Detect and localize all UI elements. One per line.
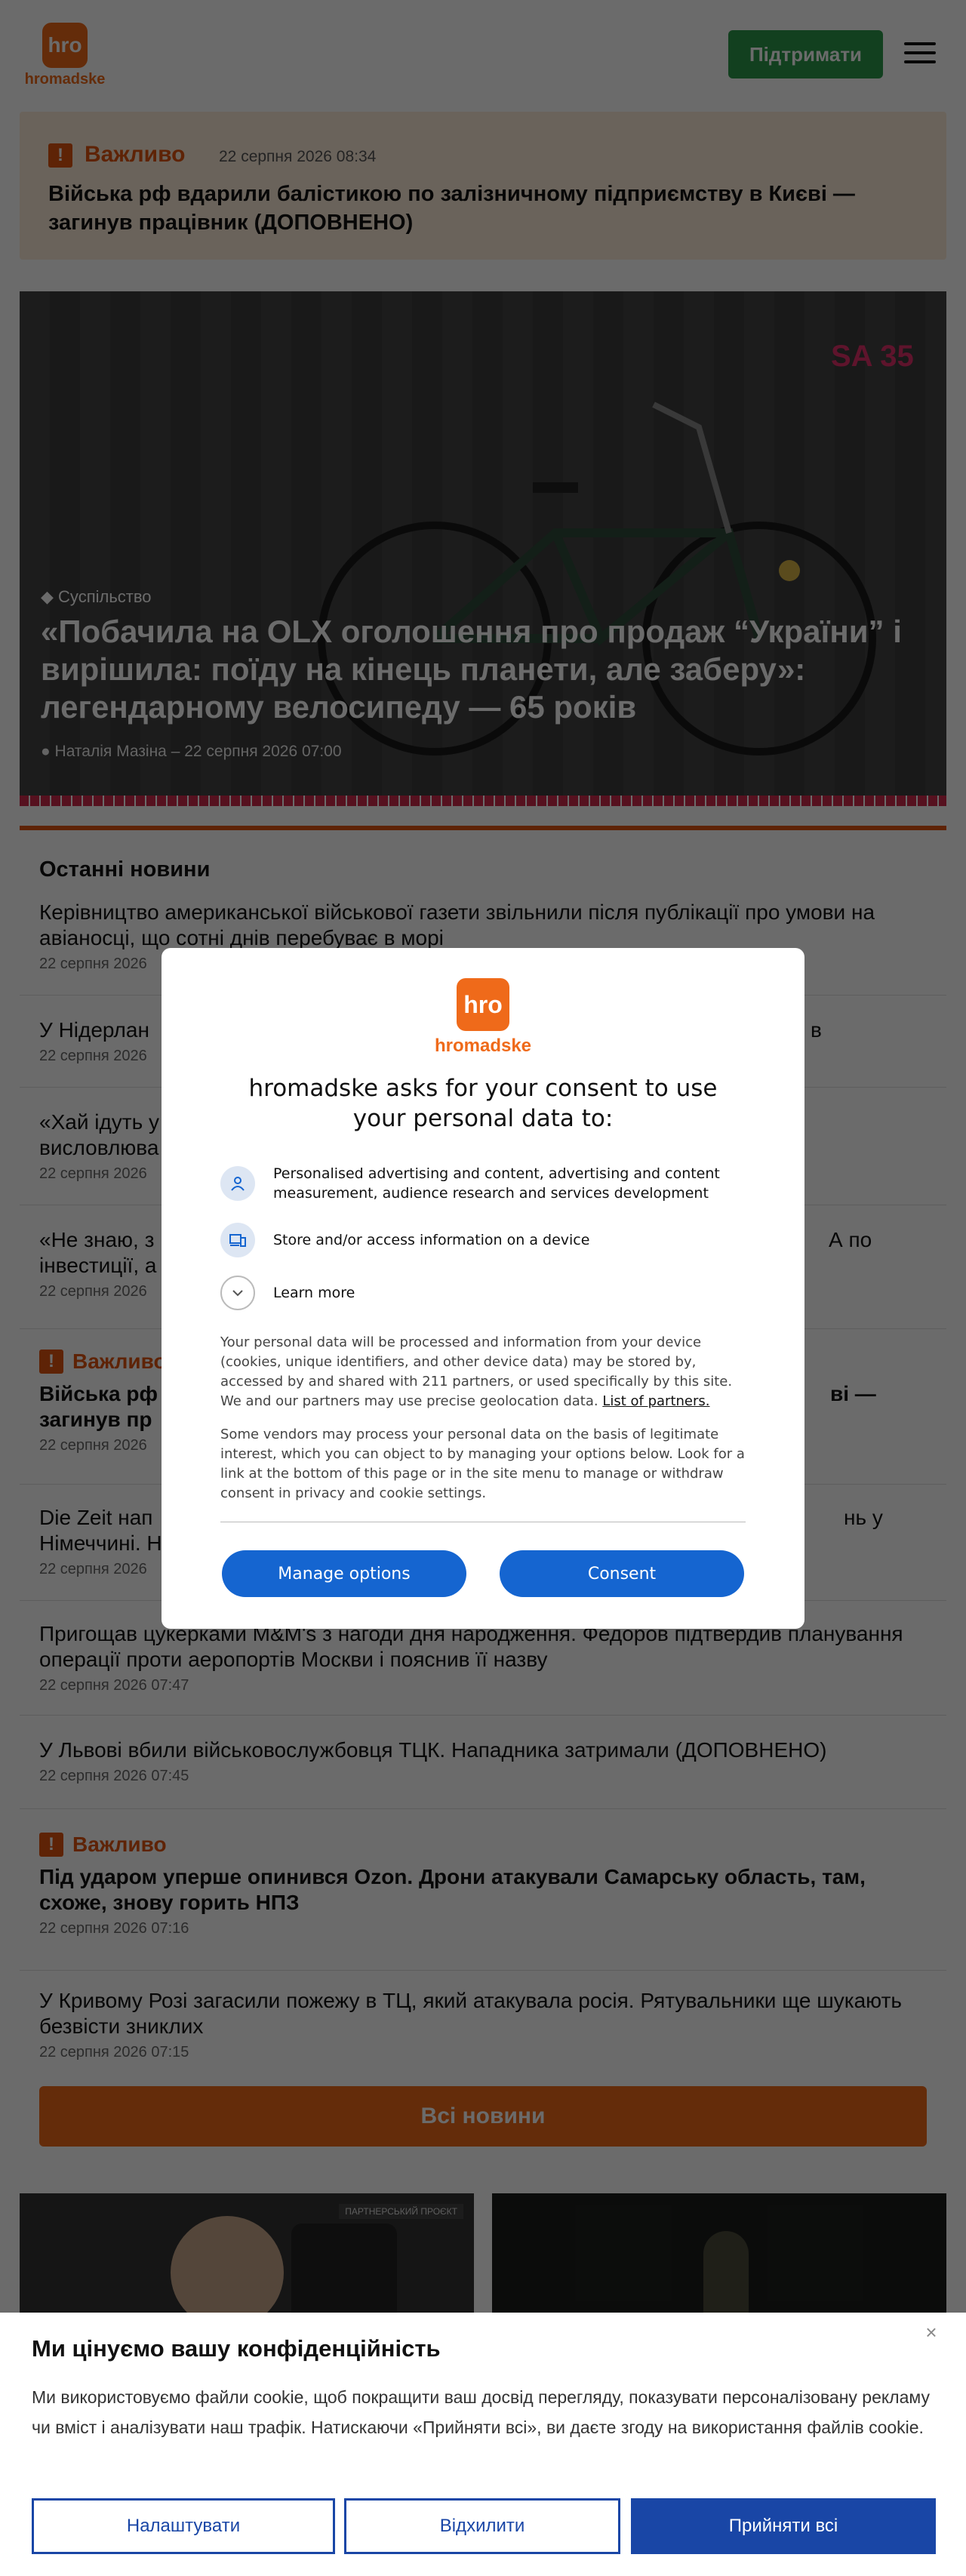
consent-brand: hromadske [434,1036,532,1056]
device-icon [220,1223,255,1257]
cookie-reject-button[interactable]: Відхилити [344,2498,620,2554]
consent-logo [457,978,509,1031]
learn-more-toggle[interactable] [220,1276,749,1310]
consent-paragraph-2: Some vendors may process your personal data on the basis of legitimate interest, which you can object to by managing your options below. Look for a link at the bottom of this page or in the site menu to manage or withdraw consent in privacy and cookie settings. [220,1426,745,1501]
purpose-text: Store and/or access information on a device [273,1232,590,1248]
consent-dialog [162,948,804,1629]
manage-options-button[interactable]: Manage options [222,1550,466,1597]
cookie-title: Ми цінуємо вашу конфіденційність [32,2335,441,2362]
consent-purpose [220,1164,749,1203]
cookie-text: Ми використовуємо файли cookie, щоб покращити ваш досвід перегляду, показувати персоналізовану рекламу чи вміст і аналізувати наш трафік. Натискаючи «Прийняти всі», ви даєте згоду на використання файлів cookie. [32,2387,930,2437]
consent-purpose [220,1223,749,1257]
purpose-text: Personalised advertising and content, advertising and content measurement, audience research and services development [273,1165,720,1202]
person-icon [220,1166,255,1201]
cookie-banner [0,2313,966,2576]
consent-title: hromadske asks for your consent to use your personal data to: [248,1075,718,1132]
consent-logo-mark: hro [463,990,503,1018]
chevron-down-icon[interactable] [220,1276,255,1310]
consent-paragraph-1-text: Your personal data will be processed and information from your device (cookies, unique identifiers, and other device data) may be stored by, accessed by and shared with 211 partners, or used specifically by this site. We and our partners may use precise geolocation data. [220,1334,733,1409]
consent-button[interactable]: Consent [500,1550,744,1597]
cookie-settings-button[interactable]: Налаштувати [32,2498,335,2554]
partners-link[interactable]: List of partners. [602,1393,710,1409]
learn-more-label[interactable]: Learn more [273,1285,355,1301]
close-icon[interactable]: × [925,2321,937,2344]
consent-paragraph-1 [220,1333,749,1411]
cookie-accept-button[interactable]: Прийняти всі [631,2498,936,2554]
